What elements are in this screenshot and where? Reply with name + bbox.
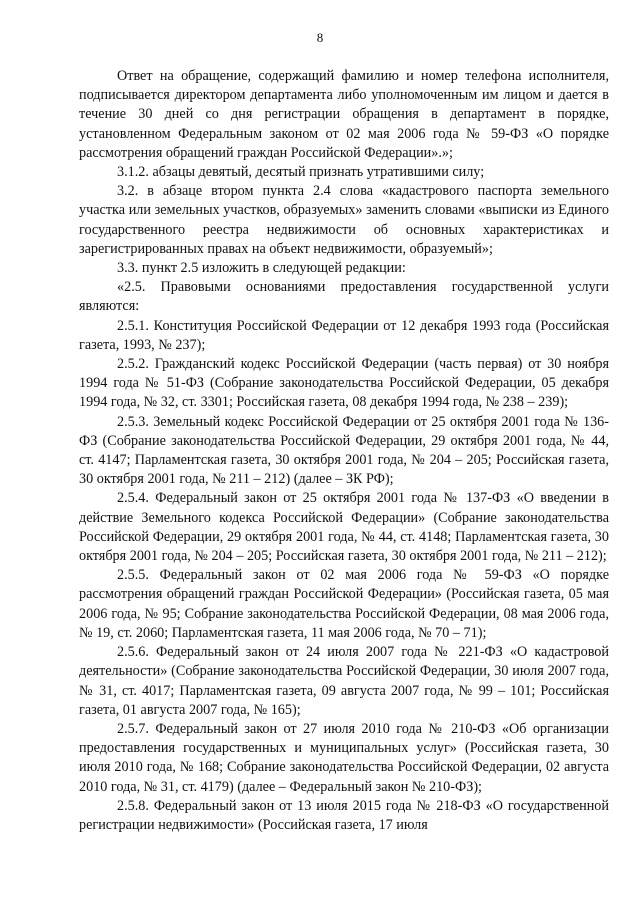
paragraph-response-signing: Ответ на обращение, содержащий фамилию и номер телефона исполнителя, подписывается директором департамента либо уполномоченным им лицом и дается в течение 30 дней со дня регистрации обращения в департамент в порядке, установленном Федеральным законом от 02 мая 2006 года № 59-ФЗ «О порядке рассмотрения обращений граждан Российской Федерации».»; — [79, 68, 609, 161]
page-number: 8 — [316, 30, 324, 45]
paragraph-2-5-4: 2.5.4. Федеральный закон от 25 октября 2001 года № 137-ФЗ «О введении в действие Земельного кодекса Российской Федерации» (Собрание законодательства Российской Федерации, 29 октября 2001 года, № 44, ст. 4148; Парламентская газета, 30 октября 2001 года, № 204 – 205; Российская газета, 30 октября 2001 года, № 211 – 212); — [79, 490, 609, 565]
paragraph-3-1-2: 3.1.2. абзацы девятый, десятый признать утратившими силу; — [117, 164, 485, 181]
paragraph-3-3: 3.3. пункт 2.5 изложить в следующей редакции: — [117, 260, 406, 277]
paragraph-2-5-1: 2.5.1. Конституция Российской Федерации от 12 декабря 1993 года (Российская газета, 1993, № 237); — [79, 317, 609, 353]
paragraph-2-5-3: 2.5.3. Земельный кодекс Российской Федерации от 25 октября 2001 года № 136-ФЗ (Собрание законодательства Российской Федерации, 29 октября 2001 года, № 44, ст. 4147; Парламентская газета, 30 октября 2001 года, № 204 – 205; Российская газета, 30 октября 2001 года, № 211 – 212) (далее – ЗК РФ); — [79, 413, 609, 488]
paragraph-2-5-5: 2.5.5. Федеральный закон от 02 мая 2006 года № 59-ФЗ «О порядке рассмотрения обращений граждан Российской Федерации» (Российская газета, 05 мая 2006 года, № 95; Собрание законодательства Российской Федерации, 08 мая 2006 года, № 19, ст. 2060; Парламентская газета, 11 мая 2006 года, № 70 – 71); — [79, 567, 609, 641]
paragraph-2-5-6: 2.5.6. Федеральный закон от 24 июля 2007 года № 221-ФЗ «О кадастровой деятельности» (Собрание законодательства Российской Федерации, 30 июля 2007 года, № 31, ст. 4017; Парламентская газета, 09 августа 2007 года, № 99 – 101; Российская газета, 01 августа 2007 года, № 165); — [79, 644, 609, 718]
paragraph-3-2: 3.2. в абзаце втором пункта 2.4 слова «кадастрового паспорта земельного участка или земельных участков, образуемых» заменить словами «выписки из Единого государственного реестра недвижимости об основных характеристиках и зарегистрированных правах на объект недвижимости, образуемый»; — [79, 183, 609, 257]
paragraph-2-5-7: 2.5.7. Федеральный закон от 27 июля 2010 года № 210-ФЗ «Об организации предоставления государственных и муниципальных услуг» (Российская газета, 30 июля 2010 года, № 168; Собрание законодательства Российской Федерации, 02 августа 2010 года, № 31, ст. 4179) (далее – Федеральный закон № 210-ФЗ); — [79, 720, 609, 795]
paragraph-2-5: «2.5. Правовыми основаниями предоставления государственной услуги являются: — [79, 279, 609, 315]
document-body — [79, 67, 609, 835]
paragraph-2-5-2: 2.5.2. Гражданский кодекс Российской Федерации (часть первая) от 30 ноября 1994 года № 51-ФЗ (Собрание законодательства Российской Федерации, 05 декабря 1994 года, № 32, ст. 3301; Российская газета, 08 декабря 1994 года, № 238 – 239); — [79, 356, 609, 411]
paragraph-2-5-8: 2.5.8. Федеральный закон от 13 июля 2015 года № 218-ФЗ «О государственной регистрации недвижимости» (Российская газета, 17 июля — [79, 797, 609, 833]
